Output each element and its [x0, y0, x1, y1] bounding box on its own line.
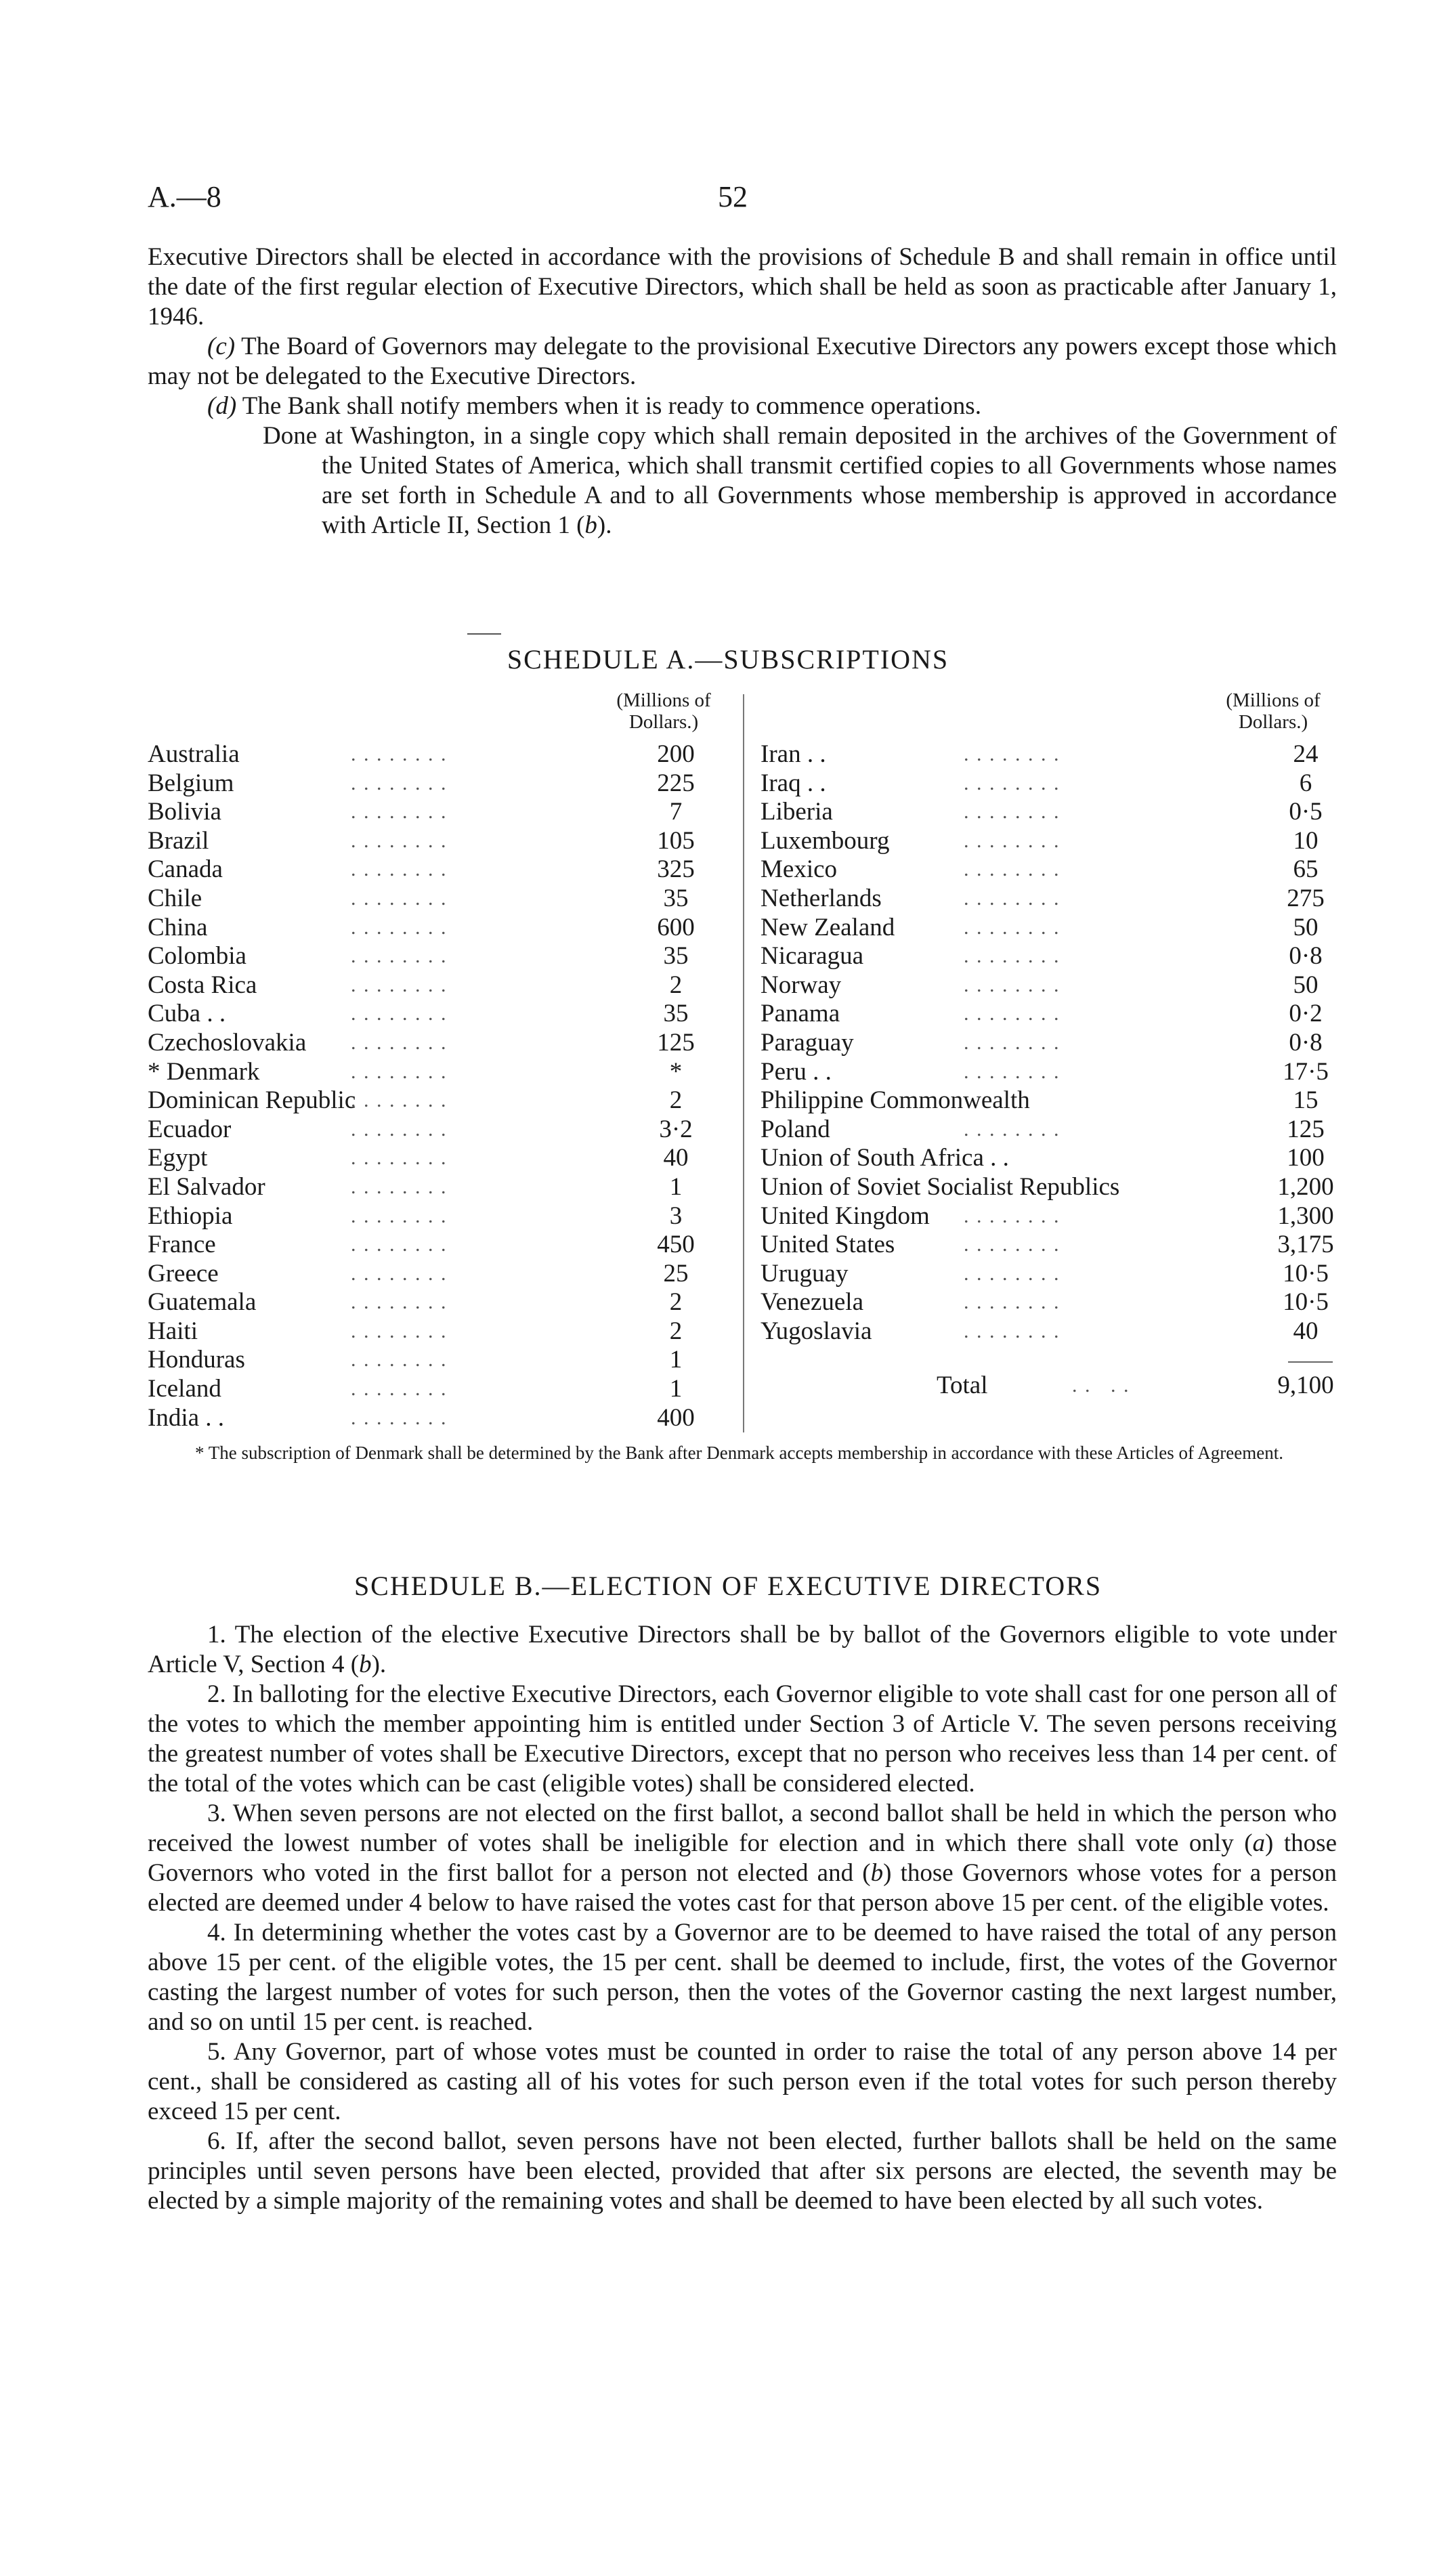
- country-name: United Kingdom: [761, 1201, 930, 1230]
- subscription-value: 125: [657, 1028, 695, 1057]
- section-divider: [467, 633, 501, 635]
- subscription-row: [148, 1346, 737, 1375]
- country-name: Greece: [148, 1259, 219, 1288]
- country-name: Poland: [761, 1115, 830, 1143]
- schedule-b-title: SCHEDULE B.—ELECTION OF EXECUTIVE DIRECTORS: [354, 1571, 1102, 1601]
- subscription-row: [761, 1058, 1336, 1087]
- country-name: Uruguay: [761, 1259, 849, 1288]
- country-name: Ethiopia: [148, 1201, 233, 1230]
- country-name: Iceland: [148, 1375, 221, 1403]
- subscription-value: 35: [663, 884, 689, 912]
- country-name: Honduras: [148, 1346, 245, 1374]
- leader-dots: . . . . . . . .: [351, 1406, 448, 1429]
- country-name: France: [148, 1231, 216, 1259]
- subscription-row: [761, 769, 1336, 799]
- subscription-row: [761, 942, 1336, 971]
- country-name: Norway: [761, 971, 842, 999]
- done-at-washington-paragraph: [263, 421, 1337, 540]
- subscription-value: 3,175: [1277, 1231, 1334, 1259]
- subscription-value: 10: [1293, 826, 1319, 855]
- leader-dots: . . . . . . . .: [351, 801, 448, 824]
- subscription-value: 10·5: [1283, 1288, 1329, 1317]
- leader-dots: . . . . . . . .: [964, 743, 1061, 765]
- subscriptions-right-column: [761, 740, 1336, 1346]
- done-text-italic: b: [584, 511, 597, 539]
- country-name: Canada: [148, 855, 223, 884]
- country-name: El Salvador: [148, 1172, 265, 1201]
- country-name: Yugoslavia: [761, 1317, 872, 1345]
- column-separator: [743, 694, 744, 1432]
- units-line1-left: (Millions of: [616, 689, 711, 711]
- leader-dots: . . . . . . . .: [351, 945, 448, 968]
- country-name: New Zealand: [761, 913, 895, 941]
- leader-dots: . . . . . . . .: [351, 1348, 448, 1371]
- schedule-b-paragraph-3: [148, 1799, 1337, 1918]
- leader-dots: . . . . . . . .: [351, 1319, 448, 1342]
- footnote-text: * The subscription of Denmark shall be determined by the Bank after Denmark accepts membership in accordance with these Articles of Agreement.: [195, 1443, 1283, 1463]
- subscription-row: [148, 740, 737, 769]
- country-name: Dominican Republic: [148, 1086, 356, 1115]
- subscription-value: 15: [1293, 1086, 1319, 1115]
- clause-text-d: The Bank shall notify members when it is ready to commence operations.: [242, 392, 981, 420]
- subscription-value: 1: [669, 1172, 683, 1201]
- subscription-row: [761, 1086, 1336, 1115]
- subscription-row: [148, 1288, 737, 1317]
- leader-dots: . . . . . . . .: [351, 973, 448, 996]
- p1-italic: b: [359, 1651, 372, 1678]
- country-name: Union of Soviet Socialist Republics: [761, 1172, 1120, 1201]
- total-rule: [1288, 1361, 1333, 1363]
- units-line1-right: (Millions of: [1226, 689, 1321, 711]
- subscription-row: [148, 855, 737, 885]
- country-name: Netherlands: [761, 884, 882, 912]
- country-name: China: [148, 913, 208, 941]
- subscription-value: *: [669, 1057, 683, 1086]
- subscription-row: [148, 1000, 737, 1029]
- leader-dots: . . . . . . . .: [964, 771, 1061, 794]
- schedule-b-paragraph-4: 4. In determining whether the votes cast by a Governor are to be deemed to have raised the total of any person above 15 per cent. of the eligible votes, the 15 per cent. shall be deemed to include, first, the votes of the Governor casting the largest number of votes for such person, then the votes of the Governor casting the next largest number, and so on until 15 per cent. is reached.: [148, 1919, 1337, 2036]
- leader-dots: . . . .: [1072, 1374, 1130, 1397]
- units-line2-left: Dollars.): [628, 711, 699, 733]
- subscription-row: [148, 827, 737, 856]
- leader-dots: . . . . . . . .: [351, 1175, 448, 1198]
- schedule-b-paragraph-2: 2. In balloting for the elective Executive Directors, each Governor eligible to vote shall cast for one person all of the votes to which the member appointing him is entitled under Section 3 of Article V. The seven persons receiving the greatest number of votes shall be Executive Directors, except that no person who receives less than 14 per cent. of the total of the votes which can be cast (eligible votes) shall be considered elected.: [148, 1680, 1337, 1798]
- intro-section: [148, 242, 1337, 540]
- subscription-row: [148, 971, 737, 1000]
- country-name: Mexico: [761, 855, 838, 884]
- subscription-value: 1: [669, 1375, 683, 1403]
- units-label-left: [582, 689, 745, 733]
- subscription-value: 225: [657, 769, 695, 797]
- subscription-row: [148, 914, 737, 943]
- subscription-row: [148, 1058, 737, 1087]
- p3-text-c: ) those Governors whose votes for a person elected are deemed under 4 below to have raised the votes cast for that person above 15 per cent. of the eligible votes.: [148, 1859, 1337, 1917]
- subscription-row: [761, 1288, 1336, 1317]
- subscription-value: 50: [1293, 913, 1319, 941]
- leader-dots: . . . . . . . .: [351, 1262, 448, 1285]
- country-name: Panama: [761, 1000, 840, 1028]
- subscription-row: [761, 1144, 1336, 1173]
- subscription-value: 2: [669, 971, 683, 999]
- country-name: Brazil: [148, 826, 209, 855]
- subscription-row: [761, 1260, 1336, 1289]
- p1-text: 1. The election of the elective Executive Directors shall be by ballot of the Governors eligible to vote under Article V, Section 4 (: [148, 1621, 1337, 1678]
- country-name: Union of South Africa . .: [761, 1144, 1009, 1172]
- intro-paragraph-c: [148, 332, 1337, 391]
- subscription-row: [148, 1173, 737, 1202]
- country-name: Chile: [148, 884, 202, 912]
- subscription-row: [148, 942, 737, 971]
- leader-dots: . . . . . . . .: [351, 1118, 448, 1141]
- country-name: Iran . .: [761, 740, 826, 768]
- p1-end: ).: [371, 1651, 387, 1678]
- subscription-row: [148, 1317, 737, 1346]
- subscription-value: 7: [669, 798, 683, 826]
- leader-dots: . . . . . . . .: [351, 1002, 448, 1025]
- subscriptions-left-column: [148, 740, 737, 1432]
- leader-dots: . . . . . . . .: [964, 887, 1061, 910]
- leader-dots: . . . . . . . .: [964, 945, 1061, 968]
- country-name: Cuba . .: [148, 1000, 226, 1028]
- leader-dots: . . . . . . . .: [351, 1233, 448, 1256]
- leader-dots: . . . . . . . .: [351, 1031, 448, 1054]
- subscription-value: 50: [1293, 971, 1319, 999]
- subscription-value: 2: [669, 1317, 683, 1345]
- leader-dots: . . . . . . . .: [351, 1147, 448, 1170]
- subscription-value: 1,300: [1277, 1201, 1334, 1230]
- country-name: Australia: [148, 740, 240, 768]
- subscription-row: [761, 798, 1336, 827]
- done-text: Done at Washington, in a single copy which shall remain deposited in the archives of the Government of the United States of America, which shall transmit certified copies to all Governments whose names are set forth in Schedule A and to all Governments whose membership is approved in accordance with Article II, Section 1 (: [263, 422, 1337, 539]
- leader-dots: . . . . . . . .: [964, 973, 1061, 996]
- page-number: 52: [718, 180, 748, 213]
- subscription-row: [148, 1404, 737, 1433]
- subscription-row: [148, 1202, 737, 1231]
- leader-dots: . . . . . . . .: [964, 1118, 1061, 1141]
- subscription-row: [761, 914, 1336, 943]
- country-name: Iraq . .: [761, 769, 826, 797]
- subscription-value: 3·2: [659, 1115, 693, 1143]
- subscription-value: 1: [669, 1346, 683, 1374]
- subscription-row: [761, 1115, 1336, 1145]
- subscription-value: 125: [1287, 1115, 1325, 1143]
- country-name: Egypt: [148, 1144, 208, 1172]
- clause-label-c: (c): [207, 333, 236, 360]
- country-name: Venezuela: [761, 1288, 864, 1317]
- subscription-row: [148, 1231, 737, 1260]
- subscription-row: [761, 855, 1336, 885]
- subscription-row: [148, 1115, 737, 1145]
- subscription-row: [761, 740, 1336, 769]
- subscription-row: [761, 885, 1336, 914]
- subscription-value: 1,200: [1277, 1172, 1334, 1201]
- subscription-row: [761, 1000, 1336, 1029]
- subscription-value: 0·5: [1289, 798, 1323, 826]
- country-name: Bolivia: [148, 798, 221, 826]
- leader-dots: . . . . . . . .: [351, 1204, 448, 1227]
- subscription-value: 40: [1293, 1317, 1319, 1345]
- subscription-value: 105: [657, 826, 695, 855]
- subscription-value: 2: [669, 1288, 683, 1317]
- units-label-right: [1205, 689, 1341, 733]
- subscription-value: 450: [657, 1231, 695, 1259]
- denmark-footnote: [148, 1441, 1337, 1464]
- subscription-value: 25: [663, 1259, 689, 1288]
- leader-dots: . . . . . . . .: [351, 916, 448, 939]
- subscription-row: [148, 769, 737, 799]
- total-row: [761, 1371, 1336, 1401]
- subscription-value: 0·2: [1289, 1000, 1323, 1028]
- subscription-row: [148, 1375, 737, 1404]
- subscription-row: [761, 1202, 1336, 1231]
- leader-dots: . . . . . . . .: [351, 1060, 448, 1083]
- leader-dots: . . . . . . . .: [351, 743, 448, 765]
- country-name: Costa Rica: [148, 971, 257, 999]
- leader-dots: . . . . . . . .: [964, 1291, 1061, 1314]
- subscription-value: 325: [657, 855, 695, 884]
- leader-dots: . . . . . . . .: [351, 887, 448, 910]
- subscription-value: 100: [1287, 1144, 1325, 1172]
- country-name: Colombia: [148, 942, 247, 971]
- schedule-b-paragraph-1: [148, 1620, 1337, 1680]
- leader-dots: . . . . . . . .: [964, 1031, 1061, 1054]
- p3-italic-a: a: [1252, 1829, 1266, 1857]
- subscription-value: 65: [1293, 855, 1319, 884]
- subscription-value: 3: [669, 1201, 683, 1230]
- leader-dots: . . . . . . . .: [351, 771, 448, 794]
- country-name: * Denmark: [148, 1057, 260, 1086]
- subscription-row: [148, 1086, 737, 1115]
- intro-paragraph-1: Executive Directors shall be elected in accordance with the provisions of Schedule B and shall remain in office until the date of the first regular election of Executive Directors, which shall be held as soon as practicable after January 1, 1946.: [148, 243, 1337, 331]
- subscription-value: 2: [669, 1086, 683, 1115]
- country-name: Paraguay: [761, 1028, 854, 1057]
- leader-dots: . . . . . . . .: [964, 1319, 1061, 1342]
- country-name: United States: [761, 1231, 895, 1259]
- country-name: Guatemala: [148, 1288, 257, 1317]
- leader-dots: . . . . . . . .: [964, 1060, 1061, 1083]
- leader-dots: . . . . . . . .: [964, 1233, 1061, 1256]
- subscription-row: [761, 827, 1336, 856]
- leader-dots: . . . . . . . .: [964, 916, 1061, 939]
- done-text-end: ).: [597, 511, 612, 539]
- country-name: Haiti: [148, 1317, 198, 1345]
- intro-paragraph-d: [148, 391, 1337, 421]
- country-name: Liberia: [761, 798, 833, 826]
- leader-dots: . . . . . . . .: [351, 1378, 448, 1401]
- subscription-row: [148, 1144, 737, 1173]
- leader-dots: . . . . . . . .: [351, 829, 448, 852]
- schedule-b-paragraph-5: 5. Any Governor, part of whose votes must be counted in order to raise the total of any person above 14 per cent., shall be considered as casting all of his votes for such person even if the total votes for such person thereby exceed 15 per cent.: [148, 2038, 1337, 2125]
- country-name: Luxembourg: [761, 826, 890, 855]
- subscription-value: 200: [657, 740, 695, 768]
- subscription-row: [761, 1317, 1336, 1346]
- schedule-b-paragraph-6: 6. If, after the second ballot, seven persons have not been elected, further ballots shall be held on the same principles until seven persons have been elected, provided that after six persons are elected, the seventh may be elected by a simple majority of the remaining votes and shall be deemed to have been elected by all such votes.: [148, 2127, 1337, 2215]
- subscription-value: 35: [663, 1000, 689, 1028]
- leader-dots: . . . . . . . .: [351, 858, 448, 881]
- subscription-value: 10·5: [1283, 1259, 1329, 1288]
- leader-dots: . . . . . . . .: [351, 1089, 448, 1112]
- document-reference: A.—8: [148, 180, 221, 213]
- subscription-row: [148, 1029, 737, 1058]
- subscription-row: [148, 885, 737, 914]
- subscription-value: 275: [1287, 884, 1325, 912]
- leader-dots: . . . . . . . .: [964, 858, 1061, 881]
- units-line2-right: Dollars.): [1238, 711, 1308, 733]
- p3-text-a: 3. When seven persons are not elected on the first ballot, a second ballot shall be held in which the person who received the lowest number of votes shall be ineligible for election and in which there shall vote only (: [148, 1800, 1337, 1857]
- subscription-value: 6: [1299, 769, 1312, 797]
- subscription-value: 600: [657, 913, 695, 941]
- subscription-value: 0·8: [1289, 942, 1323, 971]
- country-name: Belgium: [148, 769, 234, 797]
- leader-dots: . . . . . . . .: [964, 1262, 1061, 1285]
- subscription-value: 40: [663, 1144, 689, 1172]
- country-name: Ecuador: [148, 1115, 232, 1143]
- subscription-row: [761, 1173, 1336, 1202]
- leader-dots: . . . . . . . .: [964, 801, 1061, 824]
- schedule-b-section: [148, 1620, 1337, 2216]
- schedule-a-title: SCHEDULE A.—SUBSCRIPTIONS: [507, 644, 949, 675]
- total-value: 9,100: [1277, 1371, 1334, 1399]
- country-name: Nicaragua: [761, 942, 864, 971]
- subscription-row: [148, 1260, 737, 1289]
- subscription-value: 0·8: [1289, 1028, 1323, 1057]
- subscriptions-total: [761, 1371, 1336, 1401]
- leader-dots: . . . . . . . .: [964, 829, 1061, 852]
- clause-label-d: (d): [207, 392, 237, 420]
- leader-dots: . . . . . . . .: [351, 1291, 448, 1314]
- subscription-row: [761, 971, 1336, 1000]
- subscription-value: 400: [657, 1403, 695, 1432]
- clause-text-c: The Board of Governors may delegate to the provisional Executive Directors any powers except those which may not be delegated to the Executive Directors.: [148, 333, 1337, 390]
- subscription-row: [148, 798, 737, 827]
- subscription-row: [761, 1029, 1336, 1058]
- total-label: Total: [937, 1371, 988, 1399]
- p3-italic-b: b: [870, 1859, 884, 1887]
- country-name: India . .: [148, 1403, 225, 1432]
- country-name: Peru . .: [761, 1057, 832, 1086]
- country-name: Philippine Commonwealth: [761, 1086, 1030, 1115]
- country-name: Czechoslovakia: [148, 1028, 307, 1057]
- leader-dots: . . . . . . . .: [964, 1204, 1061, 1227]
- subscription-row: [761, 1231, 1336, 1260]
- subscription-value: 24: [1293, 740, 1319, 768]
- subscription-value: 17·5: [1283, 1057, 1329, 1086]
- leader-dots: . . . . . . . .: [964, 1002, 1061, 1025]
- subscription-value: 35: [663, 942, 689, 971]
- p3-text-b: ) those Governors who voted in the first ballot for a person not elected and (: [148, 1829, 1337, 1887]
